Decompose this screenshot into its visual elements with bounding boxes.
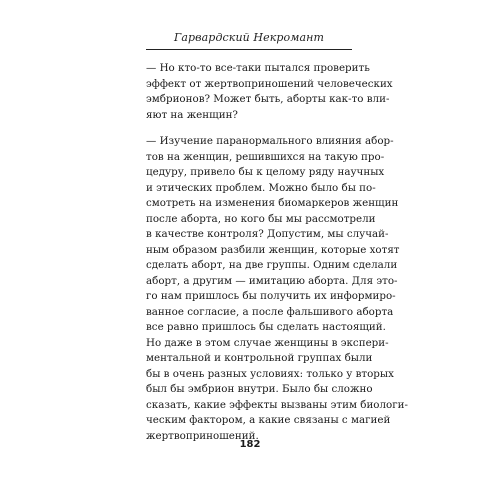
- text-line: го нам пришлось бы получить их информиро-: [146, 290, 396, 302]
- text-line: смотреть на изменения биомаркеров женщин: [146, 197, 399, 209]
- text-line: сказать, какие эффекты вызваны этим биологи-: [146, 398, 408, 411]
- text-line: жертвоприношений.: [146, 429, 259, 442]
- text-line: был бы эмбрион внутри. Было бы сложно: [146, 383, 373, 395]
- text-line: все равно пришлось бы сделать настоящий.: [146, 321, 386, 333]
- page-number: 182: [239, 439, 261, 450]
- text-line: Но даже в этом случае женщины в экспери-: [146, 336, 389, 349]
- paragraph-question: [146, 61, 393, 123]
- text-line: эмбрионов? Может быть, аборты как-то вли-: [146, 93, 390, 105]
- text-line: аборт, а другим — имитацию аборта. Для это-: [146, 274, 398, 287]
- text-line: ментальной и контрольной группах были: [146, 352, 373, 364]
- text-line: эффект от жертвоприношений человеческих: [146, 77, 393, 90]
- text-line: в качестве контроля? Допустим, мы случай-: [146, 228, 389, 240]
- text-line: ным образом разбили женщин, которые хотят: [146, 243, 400, 256]
- text-line: сделать аборт, на две группы. Одним сделали: [146, 259, 398, 271]
- text-line: и этических проблем. Можно было бы по-: [146, 181, 376, 194]
- text-line: — Но кто-то все-таки пытался проверить: [146, 62, 370, 74]
- body-text: [146, 61, 408, 444]
- text-line: ванное согласие, а после фальшивого аборта: [146, 305, 394, 318]
- text-line: цедуру, привело бы к целому ряду научных: [146, 166, 385, 178]
- paragraph-answer: [146, 134, 408, 444]
- text-line: — Изучение паранормального влияния абор-: [146, 135, 394, 147]
- text-line: ческим фактором, а какие связаны с магией: [146, 414, 391, 426]
- text-line: бы в очень разных условиях: только у вторых: [146, 367, 394, 380]
- text-line: яют на женщин?: [146, 108, 238, 121]
- text-line: после аборта, но кого бы мы рассмотрели: [146, 212, 376, 225]
- text-line: тов на женщин, решившихся на такую про-: [146, 150, 385, 163]
- running-head: Гарвардский Некромант: [146, 31, 352, 50]
